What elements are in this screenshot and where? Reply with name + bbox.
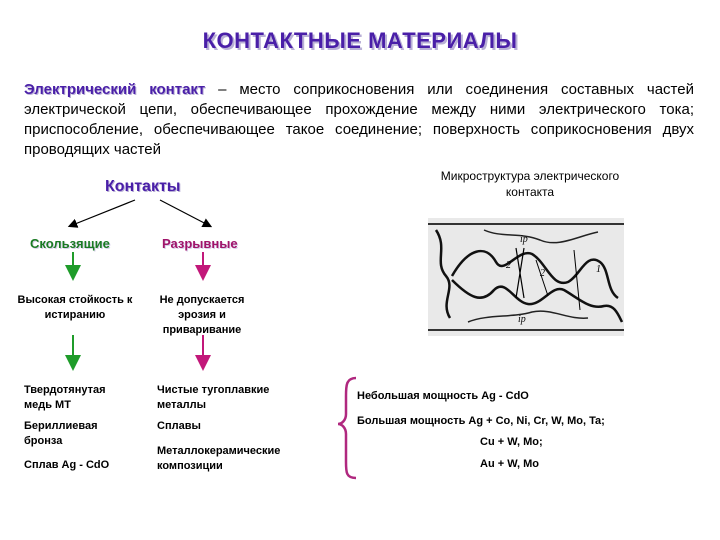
curly-bracket xyxy=(338,378,356,478)
sliding-material-2: Бериллиевая бронза xyxy=(24,420,98,447)
branch-left-arrow xyxy=(70,200,135,226)
breaking-label: Разрывные xyxy=(162,236,238,251)
power-line-4: Au + W, Mo xyxy=(480,458,539,470)
breaking-material-1: Чистые тугоплавкие металлы xyxy=(157,384,270,411)
figure-label-2a: 2 xyxy=(506,260,511,271)
definition-text: – место соприкосновения или соединения составных частей электрической цепи, обеспечивающее прохождение между ними электрического тока; приспособление, обеспечивающее такое соединение; поверхность соприкосновения двух проводящих частей xyxy=(24,81,694,158)
sliding-label: Скользящие xyxy=(30,236,110,251)
breaking-material-2: Сплавы xyxy=(157,420,201,432)
power-line-3: Cu + W, Mo; xyxy=(480,436,543,448)
page-title: КОНТАКТНЫЕ МАТЕРИАЛЫ xyxy=(202,28,518,53)
contacts-heading: Контакты xyxy=(105,178,181,195)
figure-label-1: 1 xyxy=(596,264,601,275)
sliding-property: Высокая стойкость к истиранию xyxy=(17,294,133,321)
branch-right-arrow xyxy=(160,200,210,226)
figure-label-2b: 2 xyxy=(540,268,545,279)
power-line-2: Большая мощность Ag + Co, Ni, Cr, W, Mo, Ta; xyxy=(357,415,605,427)
sliding-material-3: Сплав Ag - CdO xyxy=(24,459,110,471)
breaking-material-3: Металлокерамические композиции xyxy=(157,445,281,472)
breaking-property: Не допускается эрозия и приваривание xyxy=(159,294,245,336)
microstructure-image xyxy=(428,218,624,336)
sliding-material-1: Твердотянутая медь МТ xyxy=(24,384,106,411)
figure-label-ir-bottom: iр xyxy=(518,314,526,325)
microstructure-caption: Микроструктура электрического контакта xyxy=(440,169,620,199)
definition-term: Электрический контакт xyxy=(24,81,206,98)
figure-label-ir-top: iр xyxy=(520,234,528,245)
power-line-1: Небольшая мощность Ag - CdO xyxy=(357,390,529,402)
